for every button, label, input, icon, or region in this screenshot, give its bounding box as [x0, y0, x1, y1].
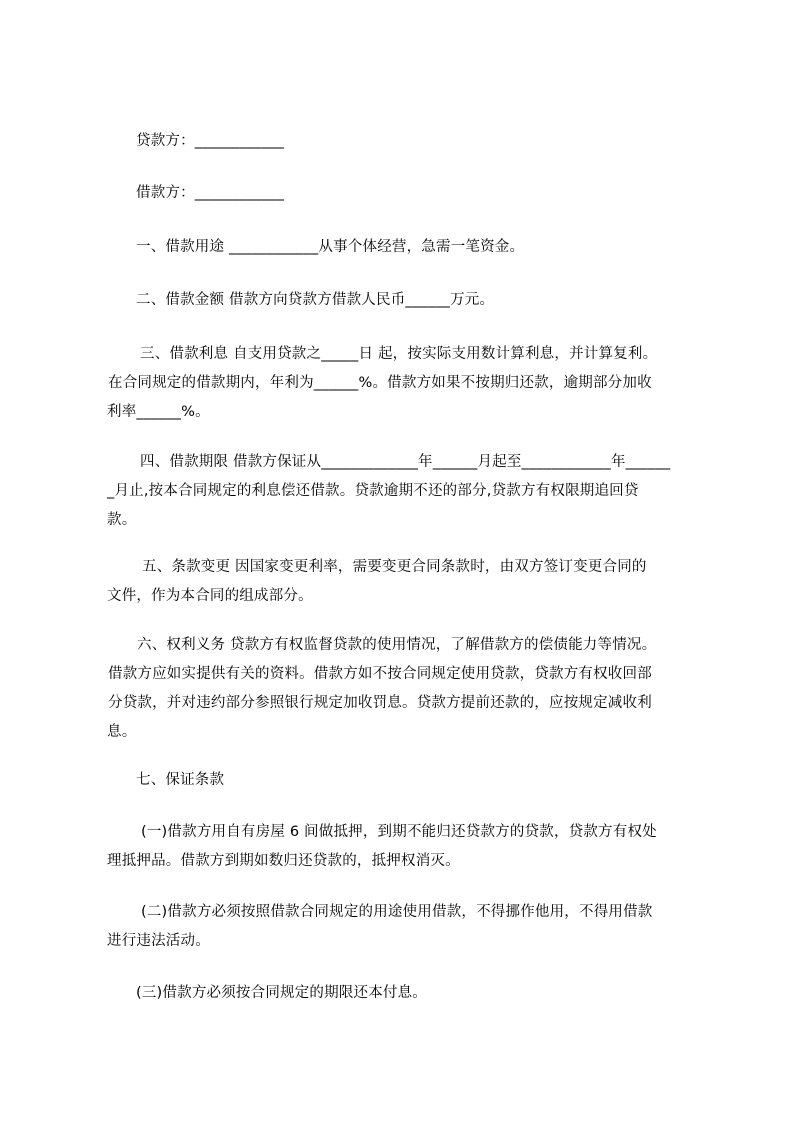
borrower-line: 借款方：____________ — [136, 185, 285, 201]
guarantee-item-3: (三)借款方必须按合同规定的期限还本付息。 — [136, 985, 428, 1001]
lender-line: 贷款方：____________ — [136, 133, 285, 149]
clause-interest: 三、借款利息 自支用贷款之_____日 起，按实际支用数计算利息，并计算复利。 在合同规定的借款期内，年利为______%。借款方如果不按期归还款，逾期部分加收 利率______%。 — [107, 346, 658, 420]
guarantee-item-1: (一)借款方用自有房屋 6 间做抵押，到期不能归还贷款方的贷款，贷款方有权处 理抵押品。借款方到期如数归还贷款的，抵押权消灭。 — [107, 824, 657, 869]
clause-guarantee: 七、保证条款 — [136, 772, 225, 788]
clause-rights: 六、权利义务 贷款方有权监督贷款的使用情况，了解借款方的偿债能力等情况。 借款方应如实提供有关的资料。借款方如不按合同规定使用贷款，贷款方有权收回部 分贷款，并对违约部分参照银行规定加收罚息。贷款方提前还款的，应按规定减收利 息。 — [107, 637, 657, 740]
clause-purpose: 一、借款用途 ____________从事个体经营，急需一笔资金。 — [136, 239, 525, 255]
clause-term: 四、借款期限 借款方保证从_____________年______月起至____________年______ _月止,按本合同规定的利息偿还借款。贷款逾期不还的部分,贷款方有权限期追回贷 款。 — [107, 454, 671, 528]
guarantee-item-2: (二)借款方必须按照借款合同规定的用途使用借款，不得挪作他用，不得用借款 进行违法活动。 — [107, 904, 653, 949]
clause-change: 五、条款变更 因国家变更利率，需要变更合同条款时，由双方签订变更合同的 文件，作为本合同的组成部分。 — [107, 559, 647, 604]
clause-amount: 二、借款金额 借款方向贷款方借款人民币______万元。 — [136, 292, 495, 308]
